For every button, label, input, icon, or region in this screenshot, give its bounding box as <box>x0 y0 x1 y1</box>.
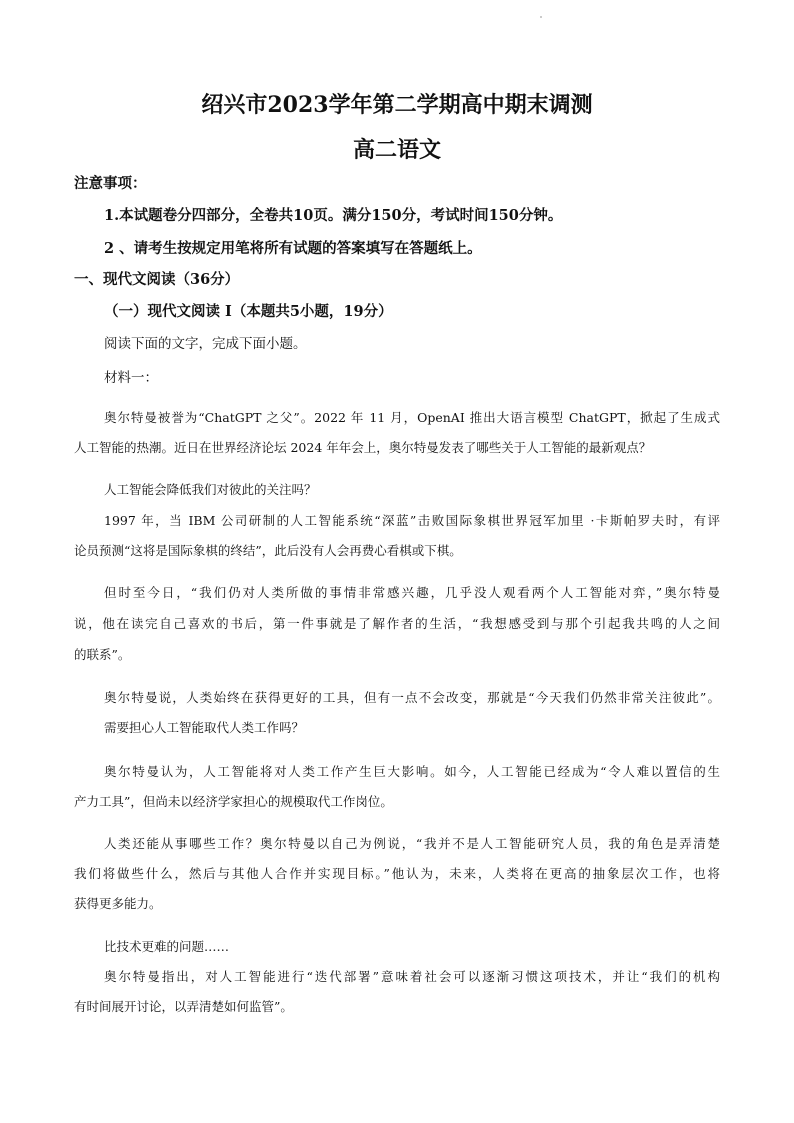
article-subheading: 人工智能会降低我们对彼此的关注吗？ <box>104 482 317 497</box>
article-subheading: 比技术更难的问题…… <box>104 939 230 954</box>
material-label: 材料一： <box>104 370 158 386</box>
article-line: 奥尔特曼指出，对人工智能进行“迭代部署”意味着社会可以逐渐习惯这项技术，并让“我们的机构 <box>104 969 720 984</box>
sub-section-heading: （一）现代文阅读 Ⅰ（本题共5小题，19分） <box>104 303 393 320</box>
article-line: 奥尔特曼说，人类始终在获得更好的工具，但有一点不会改变，那就是“今天我们仍然非常关注彼此”。 <box>104 690 720 705</box>
article-line: 的联系”。 <box>74 647 131 662</box>
notice-item-1: 1.本试题卷分四部分，全卷共10页。满分150分，考试时间150分钟。 <box>104 207 563 224</box>
article-line: 奥尔特曼认为，人工智能将对人类工作产生巨大影响。如今，人工智能已经成为“令人难以置信的生 <box>104 764 720 779</box>
article-line: 但时至今日，“我们仍对人类所做的事情非常感兴趣，几乎没人观看两个人工智能对弈，”奥尔特曼 <box>104 585 720 600</box>
notice-item-2: 2 、请考生按规定用笔将所有试题的答案填写在答题纸上。 <box>104 240 482 257</box>
article-line: 我们将做些什么，然后与其他人合作并实现目标。”他认为，未来，人类将在更高的抽象层次工作，也将 <box>74 866 720 881</box>
article-line: 获得更多能力。 <box>74 896 162 911</box>
exam-title: 绍兴市2023学年第二学期高中期末调测 <box>201 92 593 118</box>
article-line: 论员预测“这将是国际象棋的终结”，此后没有人会再费心看棋或下棋。 <box>74 543 462 558</box>
section-heading: 一、现代文阅读（36分） <box>74 271 240 288</box>
notice-heading: 注意事项： <box>74 175 147 192</box>
exam-subject: 高二语文 <box>352 137 441 163</box>
reading-instruction: 阅读下面的文字，完成下面小题。 <box>104 336 307 352</box>
article-line: 有时间展开讨论，以弄清楚如何监管”。 <box>74 999 293 1014</box>
article-line: 人工智能的热潮。近日在世界经济论坛 2024 年年会上，奥尔特曼发表了哪些关于人工智能的最新观点？ <box>74 440 652 455</box>
article-line: 1997 年，当 IBM 公司研制的人工智能系统“深蓝”击败国际象棋世界冠军加里 ·卡斯帕罗夫时，有评 <box>104 513 720 528</box>
article-line: 人类还能从事哪些工作？奥尔特曼以自己为例说，“我并不是人工智能研究人员，我的角色是弄清楚 <box>104 836 720 851</box>
article-line: 产力工具”，但尚未以经济学家担心的规模取代工作岗位。 <box>74 794 393 809</box>
article-line: 奥尔特曼被誉为“ChatGPT 之父”。2022 年 11 月，OpenAI 推出大语言模型 ChatGPT，掀起了生成式 <box>104 410 720 425</box>
scan-dot <box>540 16 542 18</box>
article-subheading: 需要担心人工智能取代人类工作吗？ <box>104 720 305 735</box>
article-line: 说，他在读完自己喜欢的书后，第一件事就是了解作者的生活，“我想感受到与那个引起我共鸣的人之间 <box>74 616 720 631</box>
